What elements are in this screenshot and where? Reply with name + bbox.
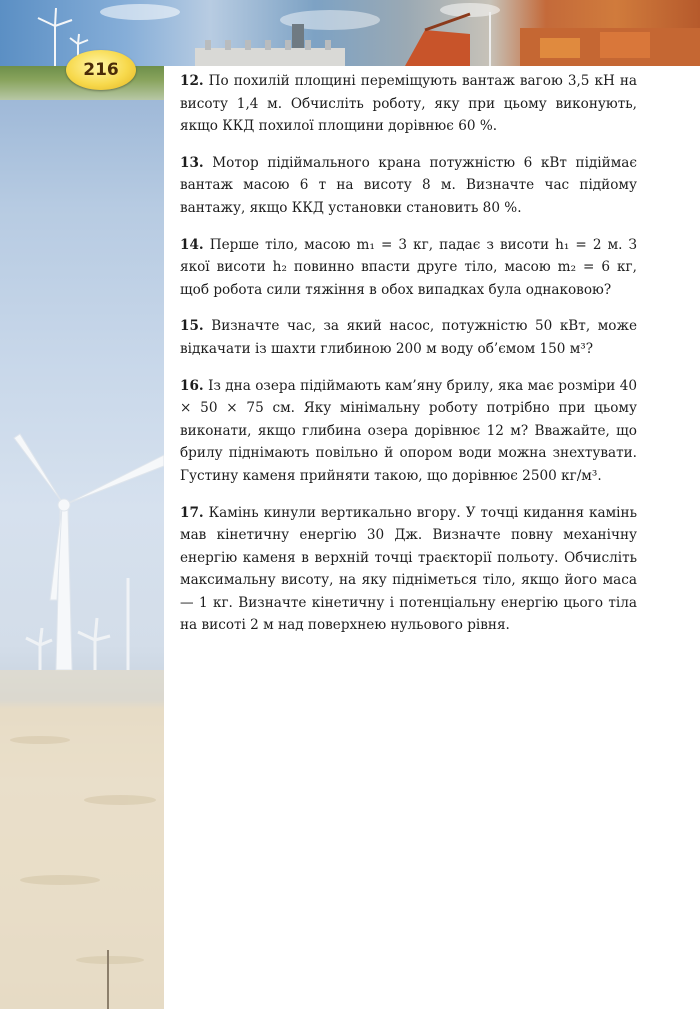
problem-14 [180, 234, 637, 302]
problem-number: 13. [180, 154, 204, 171]
problem-16 [180, 375, 637, 488]
problem-12 [180, 70, 637, 138]
problem-number: 16. [180, 377, 204, 394]
problem-17 [180, 502, 637, 638]
side-photo-strip [0, 100, 164, 1009]
problem-number: 15. [180, 318, 204, 335]
problem-number: 12. [180, 73, 204, 89]
problem-text: Перше тіло, масою m₁ = 3 кг, падає з висоти h₁ = 2 м. З якої висоти h₂ повинно впасти друге тіло, масою m₂ = 6 кг, щоб робота сили тяжіння в обох випадках була однаковою? [180, 236, 638, 298]
problem-number: 14. [180, 236, 204, 253]
problem-15 [180, 315, 637, 360]
problem-text: Мотор підіймального крана потужністю 6 кВт підіймає вантаж масою 6 т на висоту 8 м. Визначте час підйому вантажу, якщо ККД установки становить 80 %. [180, 154, 637, 216]
problem-13 [180, 152, 637, 220]
problem-text: Визначте час, за який насос, потужністю 50 кВт, може відкачати із шахти глибиною 200 м воду об’ємом 150 м³? [180, 318, 637, 357]
problem-text: По похилій площині переміщують вантаж вагою 3,5 кН на висоту 1,4 м. Обчисліть роботу, яку при цьому виконують, якщо ККД похилої площини дорівнює 60 %. [180, 73, 637, 135]
wind-turbine-image [0, 100, 164, 1009]
problem-text: Із дна озера підіймають кам’яну брилу, яка має розміри 40 × 50 × 75 см. Яку мінімальну роботу потрібно при цьому виконати, якщо глибина озера дорівнює 12 м? Вважайте, що брилу піднімають повільно й опором води можна знехтувати. Густину каменя прийняти такою, що дорівнює 2500 кг/м³. [180, 377, 637, 484]
page-number: 216 [83, 60, 119, 80]
page-number-badge [66, 50, 136, 90]
problem-text: Камінь кинули вертикально вгору. У точці кидання камінь мав кінетичну енергію 30 Дж. Визначте повну механічну енергію каменя в верхній точці траєкторії польоту. Обчисліть максимальну висоту, на яку підніметься тіло, якщо його маса — 1 кг. Визначте кінетичну і потенціальну енергію цього тіла на висоті 2 м над поверхнею нульового рівня. [180, 504, 637, 634]
problems-list [180, 70, 637, 651]
problem-number: 17. [180, 504, 204, 521]
